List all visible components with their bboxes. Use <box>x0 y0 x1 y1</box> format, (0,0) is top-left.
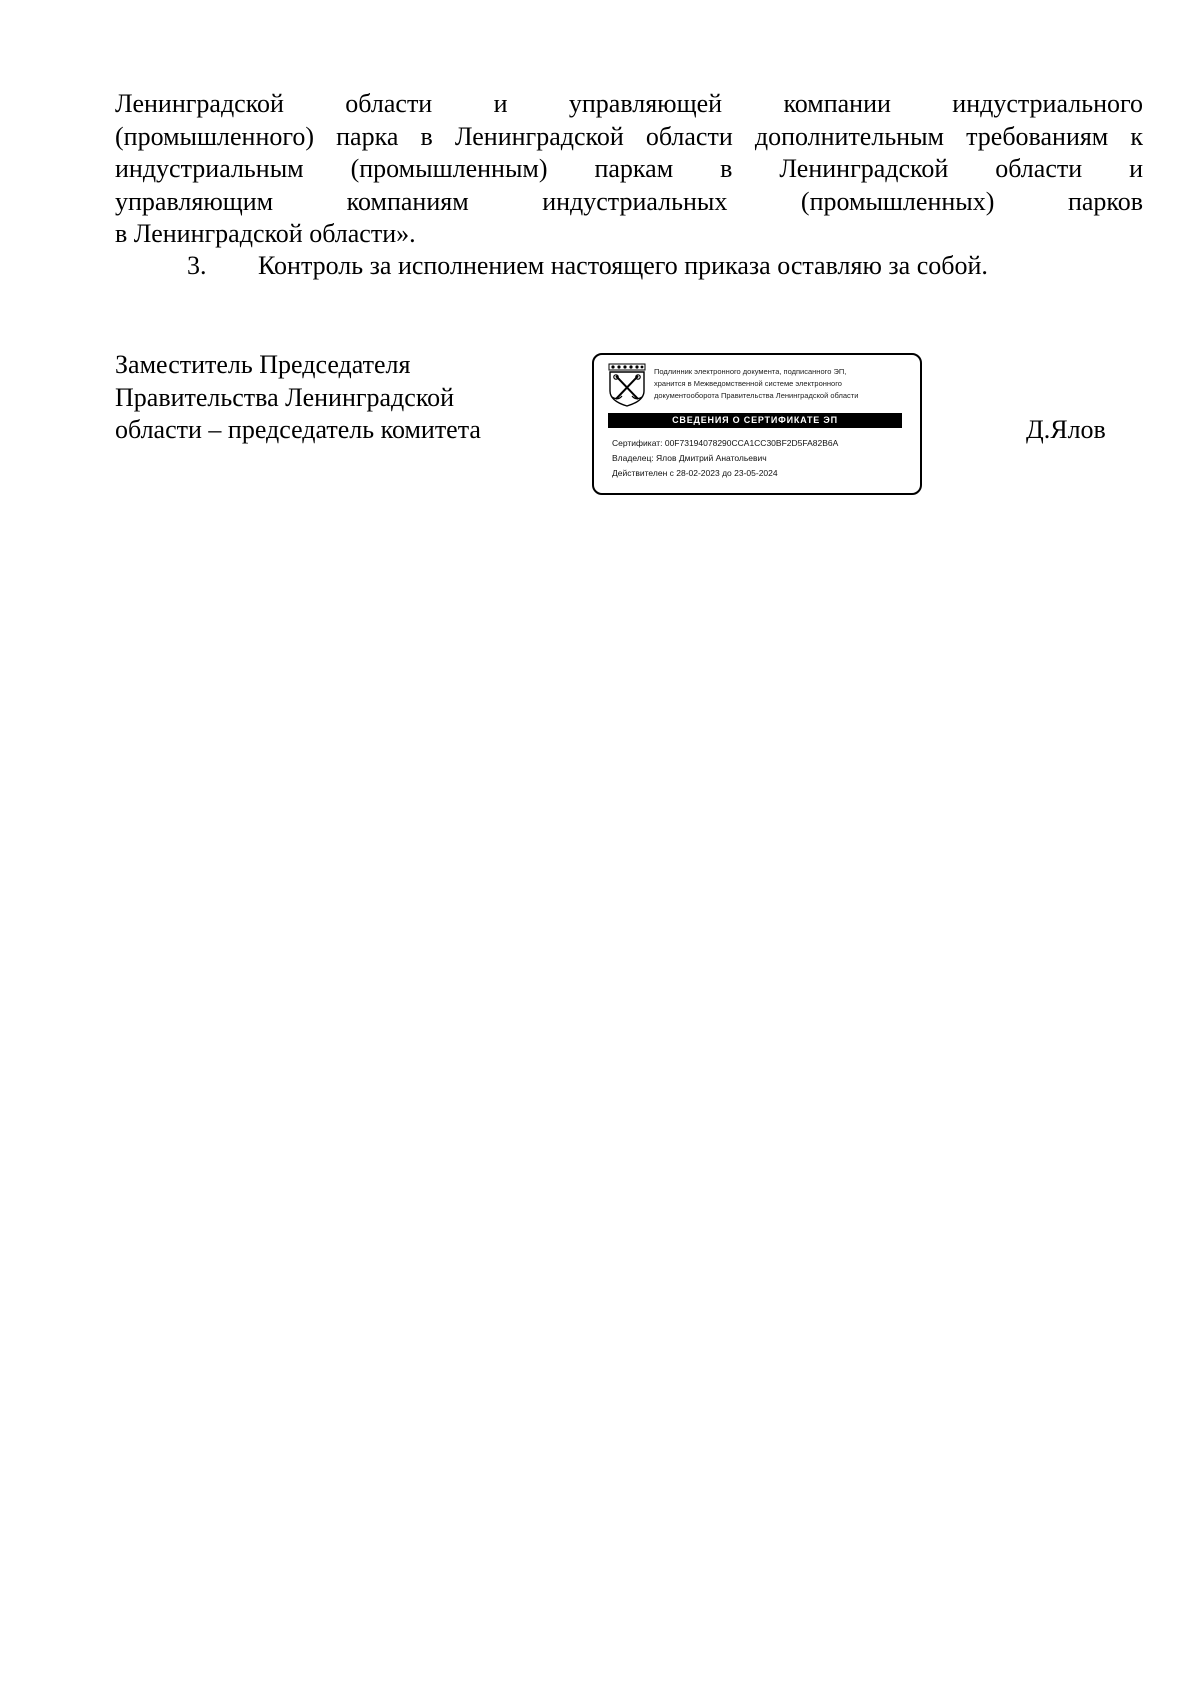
signatory-line: Правительства Ленинградской <box>115 382 455 412</box>
paragraph-line: (промышленного) парка в Ленинградской области дополнительным требованиям к <box>115 121 1143 151</box>
stamp-header-line: хранится в Межведомственной системе электронного <box>654 379 842 388</box>
certificate-details <box>612 436 838 481</box>
stamp-header <box>654 366 916 402</box>
paragraph-line: индустриальным (промышленным) паркам в Ленинградской области и <box>115 154 1143 183</box>
signer-name: Д.Ялов <box>1026 415 1106 444</box>
stamp-header-line: документооборота Правительства Ленинградской области <box>654 391 859 400</box>
paragraph-line: Ленинградской области и управляющей компании индустриального <box>115 89 1143 118</box>
item-text: Контроль за исполнением настоящего приказа оставляю за собой. <box>258 251 988 280</box>
item-number: 3. <box>187 251 207 280</box>
paragraph-line: в Ленинградской области». <box>115 219 416 248</box>
stamp-header-line: Подлинник электронного документа, подписанного ЭП, <box>654 367 847 376</box>
coat-of-arms-icon <box>608 363 646 407</box>
paragraph-continuation <box>115 88 1143 251</box>
stamp-title-bar: СВЕДЕНИЯ О СЕРТИФИКАТЕ ЭП <box>608 413 902 428</box>
signatory-line: Заместитель Председателя <box>115 350 411 379</box>
signatory-position <box>115 349 481 447</box>
certificate-owner: Владелец: Ялов Дмитрий Анатольевич <box>612 453 767 463</box>
paragraph-line: управляющим компаниям индустриальных (промышленных) парков <box>115 186 1143 216</box>
certificate-validity: Действителен с 28-02-2023 до 23-05-2024 <box>612 468 778 478</box>
electronic-signature-stamp <box>592 353 922 495</box>
signatory-line: области – председатель комитета <box>115 415 481 444</box>
certificate-number: Сертификат: 00F73194078290CCA1CC30BF2D5FA82B6A <box>612 438 839 448</box>
